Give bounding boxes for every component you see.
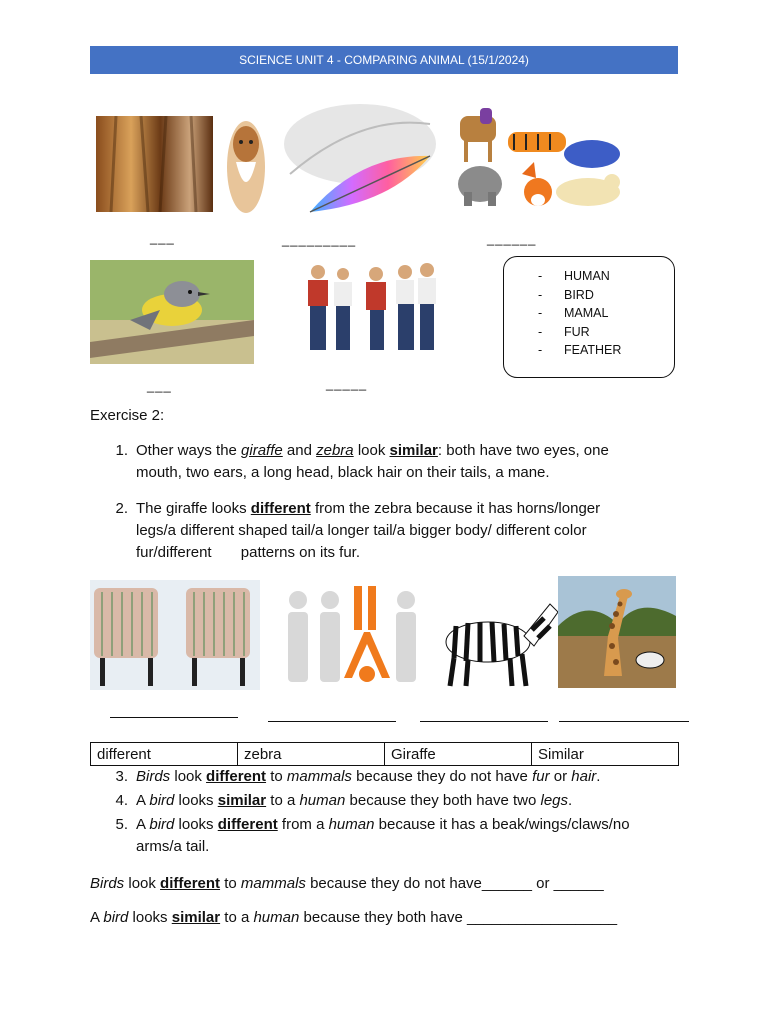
bird-image — [90, 260, 254, 364]
blank-mammal: ______ — [487, 231, 537, 246]
list-item: 5. A bird looks different from a human because it has a beak/wings/claws/no arms/a tail. — [115, 816, 630, 855]
word-table-cell: different — [91, 743, 238, 766]
answer-line — [110, 717, 238, 718]
word-bank-label: FUR — [564, 324, 590, 339]
answer-line — [559, 721, 689, 722]
word-bank-label: MAMAL — [564, 306, 609, 320]
question-2: A bird looks similar to a human because they both have __________________ — [90, 909, 618, 926]
word-bank-item: - HUMAN — [538, 269, 610, 283]
word-bank-label: HUMAN — [564, 269, 610, 283]
exercise-heading: Exercise 2: — [90, 407, 165, 424]
word-bank-item: - BIRD — [538, 287, 594, 302]
answer-blank: ______ — [553, 875, 604, 892]
word-bank-label: BIRD — [564, 287, 594, 302]
page-title: SCIENCE UNIT 4 - COMPARING ANIMAL (15/1/2024) — [239, 53, 529, 67]
word-bank-label: FEATHER — [564, 343, 622, 357]
title-bar — [90, 46, 678, 74]
zebra-image — [432, 596, 560, 688]
word-bank-item: - MAMAL — [538, 306, 609, 320]
word-table-cell: Giraffe — [385, 743, 532, 766]
word-table — [90, 742, 679, 766]
word-bank-item: - FUR — [538, 324, 590, 339]
blank-bird: ___ — [147, 378, 172, 393]
list-item: 4. A bird looks similar to a human because they both have two legs. — [115, 792, 573, 809]
mammals-group-image — [452, 104, 624, 220]
blank-feather: _________ — [282, 232, 357, 247]
giraffe-image — [558, 576, 676, 688]
list-item: 3. Birds look different to mammals because they do not have fur or hair. — [115, 768, 601, 785]
answer-line — [420, 721, 548, 722]
fur-image — [96, 116, 213, 212]
word-bank-box — [503, 256, 675, 378]
list-item: 2. The giraffe looks different from the zebra because it has horns/longer legs/a different shaped tail/a longer tail/a bigger body/ different color fur/different patterns on its fur. — [115, 500, 601, 561]
blank-fur: ___ — [150, 230, 175, 245]
answer-blank: ______ — [481, 875, 532, 892]
humans-group-image — [298, 262, 446, 362]
feathers-image — [280, 94, 444, 218]
word-table-cell: zebra — [238, 743, 385, 766]
question-1: Birds look different to mammals because they do not have______ or ______ — [90, 875, 604, 892]
figures-image — [284, 582, 424, 688]
answer-blank: __________________ — [466, 909, 618, 926]
word-bank-item: - FEATHER — [538, 343, 622, 357]
list-item: 1. Other ways the giraffe and zebra look similar: both have two eyes, one mouth, two ears, a long head, black hair on their tails, a mane. — [115, 442, 609, 481]
answer-line — [268, 721, 396, 722]
word-table-cell: Similar — [532, 743, 679, 766]
blank-human: _____ — [326, 376, 368, 391]
collie-dog-image — [224, 112, 268, 216]
armchairs-image — [90, 580, 260, 690]
